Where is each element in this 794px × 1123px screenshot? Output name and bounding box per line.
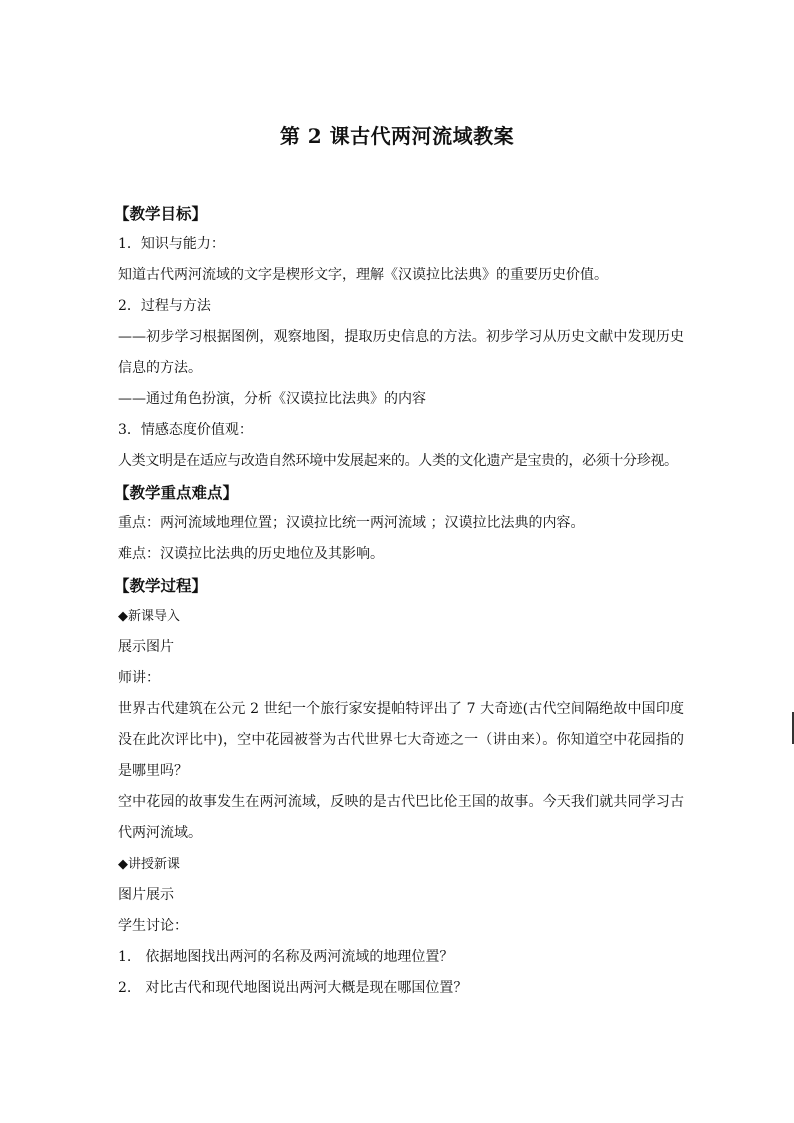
- list-item-question-1: 1. 依据地图找出两河的名称及两河流域的地理位置？: [118, 949, 454, 965]
- paragraph-picture-display: 图片展示: [118, 887, 174, 903]
- section-heading-process: 【教学过程】: [114, 576, 208, 595]
- paragraph-show-picture: 展示图片: [118, 639, 174, 655]
- marker-new-lesson-intro: ◆新课导入: [118, 609, 180, 624]
- paragraph-difficulties: 难点：汉谟拉比法典的历史地位及其影响。: [118, 546, 384, 562]
- section-heading-objectives: 【教学目标】: [114, 204, 208, 223]
- paragraph-hanging-garden: 空中花园的故事发生在两河流域，反映的是古代巴比伦王国的故事。今天我们就共同学习古代两河流域。: [118, 794, 684, 841]
- subheading-process: 2．过程与方法: [118, 298, 211, 314]
- paragraph-key-points: 重点：两河流域地理位置；汉谟拉比统一两河流域 ；汉谟拉比法典的内容。: [118, 515, 585, 531]
- paragraph-student-discussion: 学生讨论：: [118, 918, 188, 934]
- subheading-values: 3．情感态度价值观：: [118, 422, 253, 438]
- section-heading-key-points: 【教学重点难点】: [114, 483, 239, 502]
- document-body: [114, 198, 684, 1004]
- paragraph-process-2: ——通过角色扮演，分析《汉谟拉比法典》的内容: [118, 391, 426, 407]
- paragraph-values: 人类文明是在适应与改造自然环境中发展起来的。人类的文化遗产是宝贵的，必须十分珍视。: [118, 453, 678, 469]
- paragraph-process-1: ——初步学习根据图例，观察地图，提取历史信息的方法。初步学习从历史文献中发现历史信息的方法。: [118, 329, 684, 376]
- list-item-question-2: 2. 对比古代和现代地图说出两河大概是现在哪国位置？: [118, 980, 468, 996]
- paragraph-wonders: 世界古代建筑在公元 2 世纪一个旅行家安提帕特评出了 7 大奇迹(古代空间隔绝故中国印度没在此次评比中)，空中花园被誉为古代世界七大奇迹之一（讲由来）。你知道空中花园指的是哪里吗？: [118, 701, 684, 779]
- subheading-knowledge: 1．知识与能力：: [118, 236, 225, 252]
- marker-teach-new-lesson: ◆讲授新课: [118, 857, 180, 872]
- paragraph-knowledge: 知道古代两河流域的文字是楔形文字，理解《汉谟拉比法典》的重要历史价值。: [118, 267, 608, 283]
- scrollbar-thumb[interactable]: [792, 712, 794, 744]
- document-title: 第 2 课古代两河流域教案: [279, 124, 515, 148]
- paragraph-teacher-says: 师讲：: [118, 670, 160, 686]
